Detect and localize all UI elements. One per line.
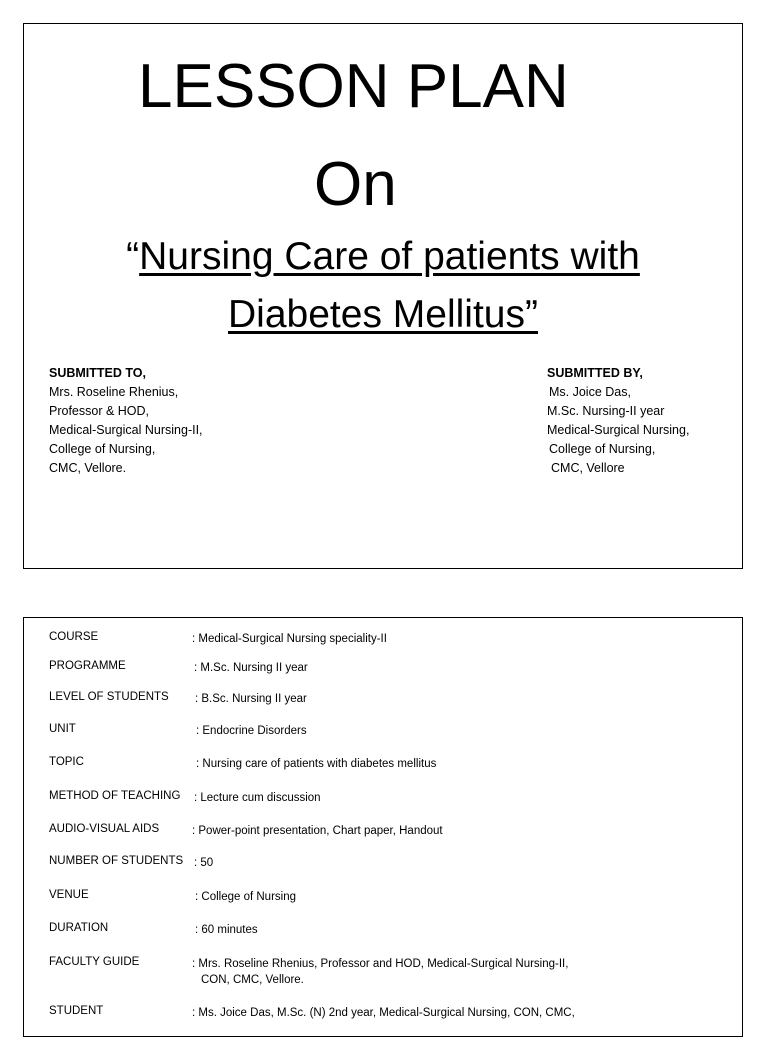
topic-line-1: Nursing Care of patients with — [139, 235, 640, 278]
submitted-to-heading: SUBMITTED TO, — [49, 366, 146, 380]
submitted-to-block — [49, 364, 203, 478]
submitted-by-line: Medical-Surgical Nursing, — [547, 423, 690, 437]
detail-value: : B.Sc. Nursing II year — [195, 693, 307, 705]
detail-label: METHOD OF TEACHING — [49, 790, 181, 802]
detail-value: : Medical-Surgical Nursing speciality-II — [192, 633, 387, 645]
detail-value: : Ms. Joice Das, M.Sc. (N) 2nd year, Medical-Surgical Nursing, CON, CMC, — [192, 1007, 575, 1019]
topic-line-2: Diabetes Mellitus — [228, 293, 525, 336]
topic-close-quote: ” — [524, 293, 538, 336]
submitted-by-line: Ms. Joice Das, — [549, 385, 631, 399]
submitted-to-line: Professor & HOD, — [49, 404, 150, 418]
detail-label: FACULTY GUIDE — [49, 956, 140, 968]
topic-title — [24, 228, 742, 344]
submitted-by-line: M.Sc. Nursing-II year — [547, 404, 665, 418]
submitted-by-heading: SUBMITTED BY, — [547, 366, 643, 380]
details-page — [23, 617, 743, 1037]
submitted-by-line: CMC, Vellore — [551, 461, 625, 475]
submitted-to-line: College of Nursing, — [49, 442, 156, 456]
detail-label: UNIT — [49, 723, 76, 735]
detail-label: LEVEL OF STUDENTS — [49, 691, 169, 703]
detail-value: : Nursing care of patients with diabetes mellitus — [196, 758, 437, 770]
submitted-to-line: Medical-Surgical Nursing-II, — [49, 423, 203, 437]
submitted-by-line: College of Nursing, — [549, 442, 656, 456]
detail-value: : Mrs. Roseline Rhenius, Professor and HOD, Medical-Surgical Nursing-II, — [192, 958, 569, 970]
detail-value: : M.Sc. Nursing II year — [194, 662, 308, 674]
detail-label: AUDIO-VISUAL AIDS — [49, 823, 160, 835]
detail-value-continued: CON, CMC, Vellore. — [201, 974, 304, 986]
detail-label: VENUE — [49, 889, 89, 901]
detail-value: : College of Nursing — [195, 891, 296, 903]
detail-value: : Endocrine Disorders — [196, 725, 307, 737]
detail-label: PROGRAMME — [49, 660, 126, 672]
detail-label: NUMBER OF STUDENTS — [49, 855, 184, 867]
submitted-to-line: Mrs. Roseline Rhenius, — [49, 385, 179, 399]
detail-label: DURATION — [49, 922, 109, 934]
detail-value: : 50 — [194, 857, 214, 869]
detail-label: COURSE — [49, 631, 99, 643]
detail-value: : 60 minutes — [195, 924, 258, 936]
topic-open-quote: “ — [126, 235, 140, 278]
submitted-to-line: CMC, Vellore. — [49, 461, 127, 475]
detail-label: STUDENT — [49, 1005, 104, 1017]
detail-value: : Power-point presentation, Chart paper, Handout — [192, 825, 443, 837]
detail-value: : Lecture cum discussion — [194, 792, 321, 804]
lesson-plan-title: LESSON PLAN — [138, 52, 569, 121]
cover-page — [23, 23, 743, 569]
detail-label: TOPIC — [49, 756, 84, 768]
submitted-by-block — [547, 364, 689, 478]
title-on: On — [314, 150, 397, 219]
